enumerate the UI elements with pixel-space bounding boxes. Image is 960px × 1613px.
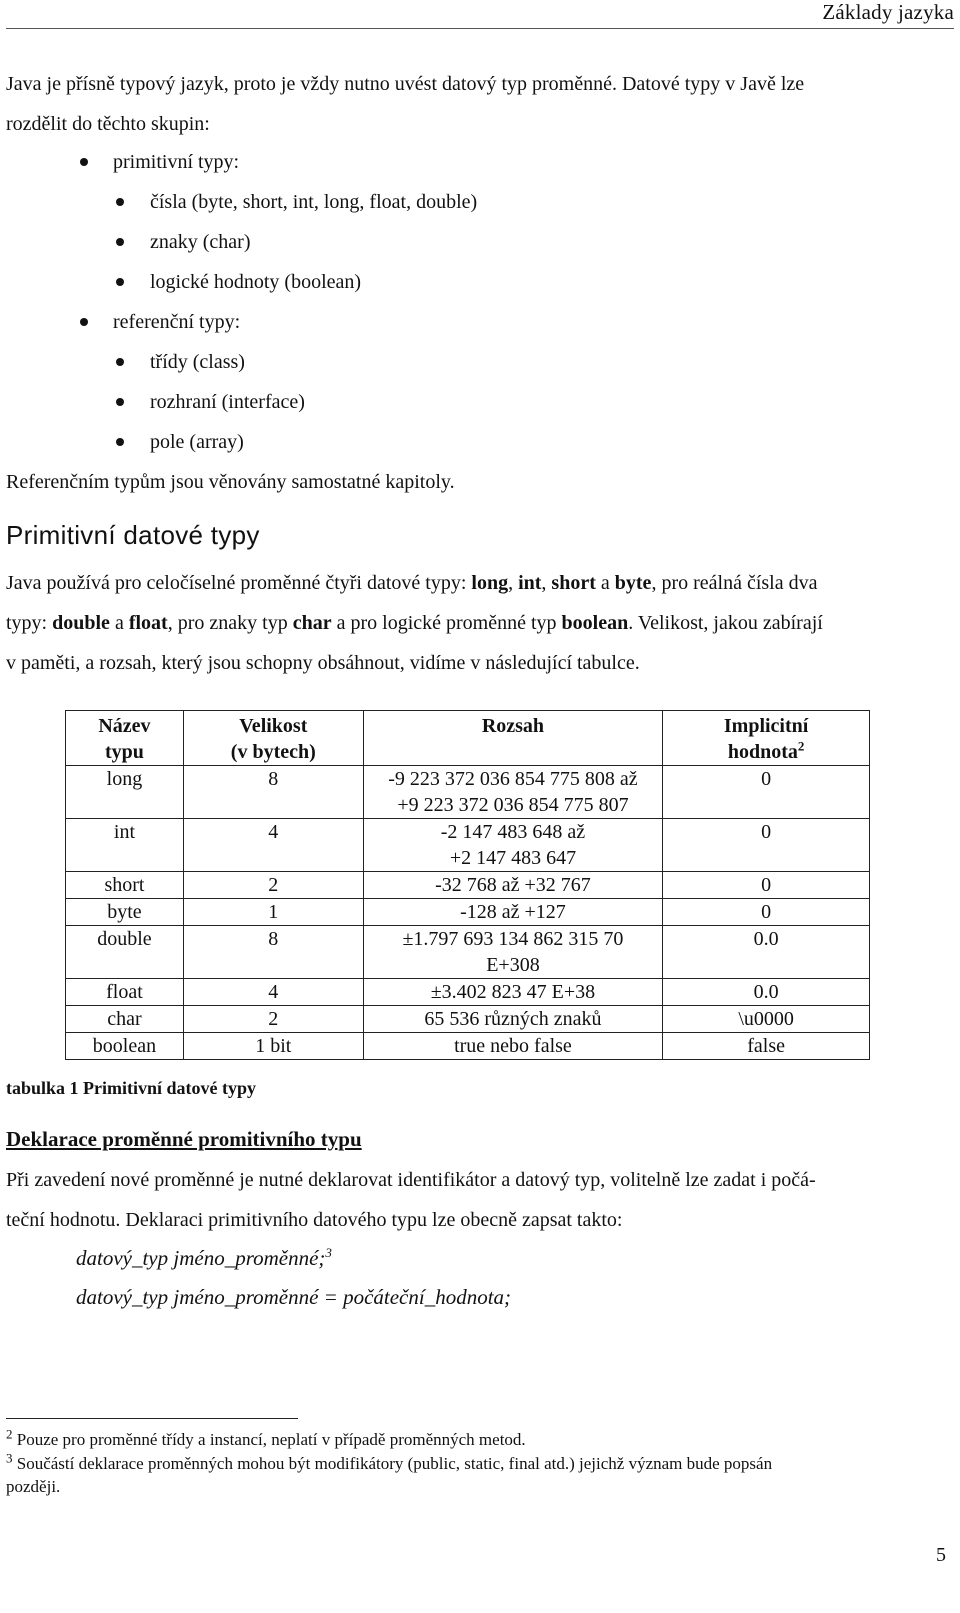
table-row: [66, 1006, 870, 1033]
page-number: 5: [936, 1544, 946, 1566]
cell-range: [363, 766, 663, 819]
cell-type: long: [66, 766, 184, 819]
header-default-line2: hodnota: [727, 741, 798, 763]
table-row: [66, 1033, 870, 1060]
cell-range: -128 až +127: [363, 899, 663, 926]
group-primitive-label: primitivní typy:: [113, 151, 240, 173]
table-row: [66, 819, 870, 872]
cell-range: [363, 819, 663, 872]
group-primitive-item: znaky (char): [150, 231, 251, 253]
bullet-icon: [116, 438, 124, 446]
bullet-icon: [116, 278, 124, 286]
footnote-mark: 2: [6, 1426, 13, 1442]
table-row: [66, 766, 870, 819]
section-paragraph-line-1: [6, 563, 950, 603]
text-run: a: [109, 612, 129, 634]
section-paragraph-line-2: [6, 603, 950, 643]
header-size-line1: Velikost: [239, 715, 308, 737]
cell-type: double: [66, 926, 184, 979]
cell-type: int: [66, 819, 184, 872]
bullet-icon: [116, 238, 124, 246]
footnote-rule: [6, 1418, 298, 1419]
table-row: [66, 872, 870, 899]
keyword: long: [471, 572, 509, 594]
cell-default: 0: [663, 872, 870, 899]
bullet-icon: [80, 318, 88, 326]
cell-range: ±3.402 823 47 E+38: [363, 979, 663, 1006]
section-paragraph-line-3: v paměti, a rozsah, který jsou schopny obsáhnout, vidíme v následující tabulce.: [6, 652, 640, 674]
cell-range: true nebo false: [363, 1033, 663, 1060]
intro-line-1: Java je přísně typový jazyk, proto je vždy nutno uvést datový typ proměnné. Datové typy v Javě lze: [6, 73, 805, 95]
group-primitive-item: logické hodnoty (boolean): [150, 271, 362, 293]
cell-default: false: [663, 1033, 870, 1060]
bullet-icon: [80, 158, 88, 166]
cell-type: short: [66, 872, 184, 899]
cell-size: 8: [183, 926, 363, 979]
primitive-types-table: [65, 710, 870, 1060]
header-size: [183, 711, 363, 766]
cell-type: float: [66, 979, 184, 1006]
cell-default: 0: [663, 766, 870, 819]
cell-size: 4: [183, 819, 363, 872]
text-run: . Velikost, jakou zabírají: [628, 612, 823, 634]
range-line1: ±1.797 693 134 862 315 70: [402, 928, 624, 950]
cell-default: 0.0: [663, 979, 870, 1006]
declaration-line-2: teční hodnotu. Deklaraci primitivního datového typu lze obecně zapsat takto:: [6, 1209, 623, 1231]
table-header-row: [66, 711, 870, 766]
header-size-line2: (v bytech): [230, 741, 316, 763]
text-run: typy:: [6, 612, 53, 634]
group-reference-item: rozhraní (interface): [150, 391, 305, 413]
footnote-3: [6, 1452, 950, 1498]
text-run: a pro logické proměnné typ: [331, 612, 562, 634]
cell-default: \u0000: [663, 1006, 870, 1033]
declaration-title: Deklarace proměnné promitivního typu: [6, 1127, 362, 1151]
keyword: boolean: [561, 612, 629, 634]
keyword: char: [292, 612, 332, 634]
bullet-icon: [116, 198, 124, 206]
range-line2: E+308: [486, 954, 540, 976]
range-line1: -9 223 372 036 854 775 808 až: [388, 768, 638, 790]
cell-size: 4: [183, 979, 363, 1006]
header-rule: [6, 28, 954, 29]
section-title: Primitivní datové typy: [6, 520, 260, 550]
group-reference-item: pole (array): [150, 431, 244, 453]
cell-size: 2: [183, 872, 363, 899]
keyword: float: [128, 612, 168, 634]
bullet-icon: [116, 358, 124, 366]
cell-size: 2: [183, 1006, 363, 1033]
header-type-line1: Název: [98, 715, 151, 737]
text-run: , pro reálná čísla dva: [651, 572, 818, 594]
cell-default: 0: [663, 899, 870, 926]
footnote-mark: 3: [6, 1450, 13, 1466]
footnote-2: [6, 1428, 950, 1451]
keyword: short: [551, 572, 596, 594]
keyword: byte: [614, 572, 652, 594]
group-primitive-item: čísla (byte, short, int, long, float, double): [150, 191, 478, 213]
table-row: [66, 899, 870, 926]
running-header-title: Základy jazyka: [822, 0, 954, 24]
group-reference-item: třídy (class): [150, 351, 245, 373]
cell-type: boolean: [66, 1033, 184, 1060]
header-default: [663, 711, 870, 766]
text-run: a: [595, 572, 615, 594]
cell-size: 1: [183, 899, 363, 926]
footnote-text-cont: později.: [6, 1477, 61, 1496]
cell-default: 0.0: [663, 926, 870, 979]
text-run: ,: [541, 572, 552, 594]
code-example-1: [76, 1246, 332, 1271]
range-line2: +2 147 483 647: [449, 847, 577, 869]
keyword: int: [518, 572, 542, 594]
header-range: [363, 711, 663, 766]
cell-default: 0: [663, 819, 870, 872]
text-run: Java používá pro celočíselné proměnné čtyři datové typy:: [6, 572, 472, 594]
text-run: , pro znaky typ: [167, 612, 293, 634]
table-row: [66, 926, 870, 979]
cell-type: char: [66, 1006, 184, 1033]
cell-range: 65 536 různých znaků: [363, 1006, 663, 1033]
intro-line-2: rozdělit do těchto skupin:: [6, 113, 210, 135]
code-text: datový_typ jméno_proměnné;: [76, 1246, 326, 1270]
bullet-icon: [116, 398, 124, 406]
cell-range: -32 768 až +32 767: [363, 872, 663, 899]
group-reference-label: referenční typy:: [113, 311, 241, 333]
keyword: double: [52, 612, 110, 634]
declaration-line-1: Při zavedení nové proměnné je nutné deklarovat identifikátor a datový typ, volitelně lze zadat i počá-: [6, 1169, 816, 1191]
cell-range: [363, 926, 663, 979]
footnote-text: Součástí deklarace proměnných mohou být modifikátory (public, static, final atd.) jejichž význam bude popsán: [16, 1454, 773, 1473]
footnote-ref: 3: [325, 1245, 332, 1260]
cell-size: 1 bit: [183, 1033, 363, 1060]
footnote-text: Pouze pro proměnné třídy a instancí, neplatí v případě proměnných metod.: [16, 1430, 526, 1449]
header-range-label: Rozsah: [481, 715, 545, 737]
cell-size: 8: [183, 766, 363, 819]
range-line2: +9 223 372 036 854 775 807: [397, 794, 629, 816]
footnote-ref: 2: [797, 738, 805, 754]
code-example-2: datový_typ jméno_proměnné = počáteční_hodnota;: [76, 1285, 512, 1309]
cell-type: byte: [66, 899, 184, 926]
text-run: ,: [508, 572, 519, 594]
header-type-line2: typu: [105, 741, 144, 763]
reference-note: Referenčním typům jsou věnovány samostatné kapitoly.: [6, 471, 455, 493]
header-default-line1: Implicitní: [723, 715, 809, 737]
table-caption: tabulka 1 Primitivní datové typy: [6, 1078, 257, 1098]
range-line1: -2 147 483 648 až: [440, 821, 586, 843]
header-type: [66, 711, 184, 766]
table-row: [66, 979, 870, 1006]
